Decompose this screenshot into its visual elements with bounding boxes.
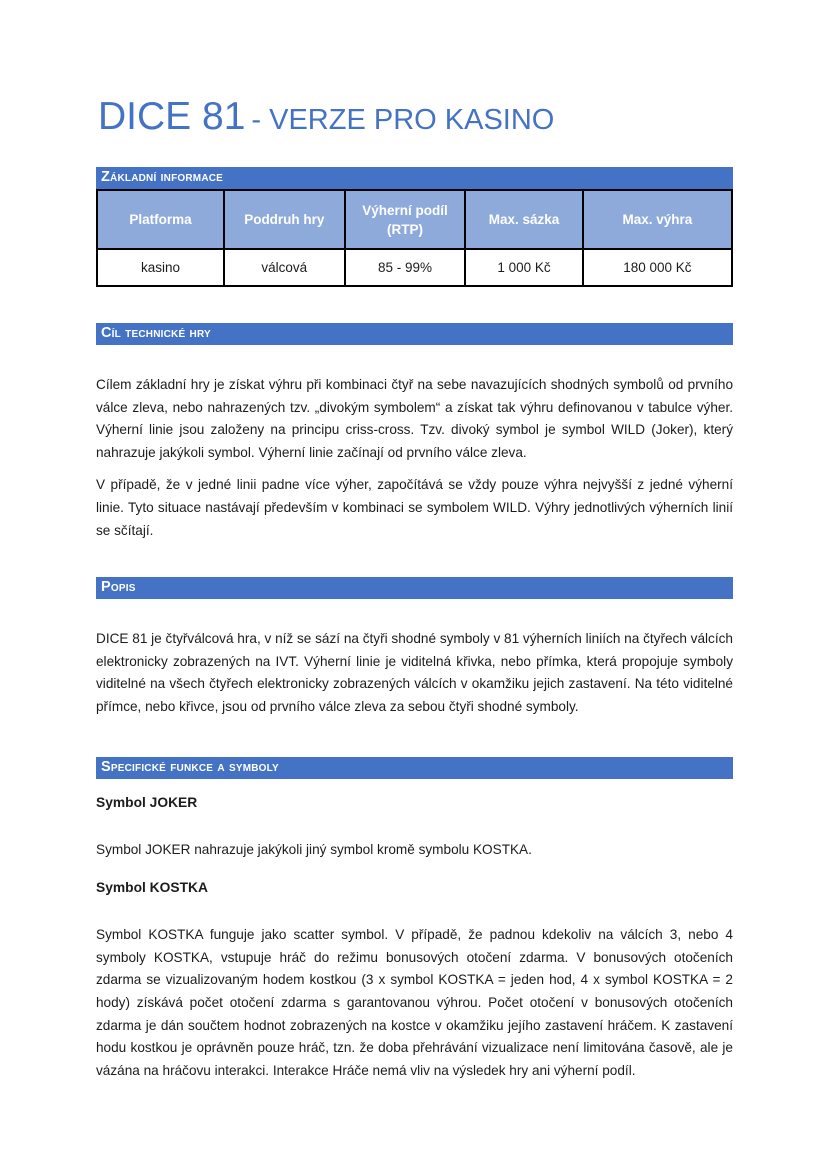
section-header-functions xyxy=(96,757,733,779)
table-row xyxy=(97,249,732,286)
table-cell-poddruh-hry: válcová xyxy=(224,249,345,286)
page-title-main: DICE 81 xyxy=(98,95,246,138)
section-header-goal xyxy=(96,323,733,345)
table-header-row xyxy=(97,190,732,249)
page-title-subtitle: - VERZE PRO KASINO xyxy=(251,104,555,136)
section-header-basic-info xyxy=(96,167,733,189)
subheading-symbol-kostka: Symbol KOSTKA xyxy=(96,880,208,896)
column-header-vyherni-podil: Výherní podíl (RTP) xyxy=(345,190,466,249)
basic-info-table xyxy=(96,189,733,287)
paragraph-goal-2: V případě, že v jedné linii padne více výher, započítává se vždy pouze výhra nejvyšší z jedné výherní linie. Tyto situace nastávají především v kombinaci se symbolem WILD. Výhry jednotlivých výherních linií se sčítají. xyxy=(96,477,733,538)
subheading-symbol-joker: Symbol JOKER xyxy=(96,794,198,810)
section-header-popis xyxy=(96,577,733,599)
paragraph-goal-1: Cílem základní hry je získat výhru při kombinaci čtyř na sebe navazujících shodných symbolů od prvního válce zleva, nebo nahrazených tzv. „divokým symbolem“ a získat tak výhru definovanou v tabulce výher. Výherní linie jsou založeny na principu criss-cross. Tzv. divoký symbol je symbol WILD (Joker), který nahrazuje jakýkoli symbol. Výherní linie začínají od prvního válce zleva. xyxy=(96,377,733,460)
table-cell-platforma: kasino xyxy=(97,249,224,286)
column-header-max-vyhra: Max. výhra xyxy=(583,190,732,249)
section-header-functions-label: Specifické funkce a symboly xyxy=(101,758,279,775)
section-header-goal-label: Cíl technické hry xyxy=(101,325,211,341)
section-header-basic-info-label: Základní informace xyxy=(101,169,224,185)
table-cell-vyherni-podil: 85 - 99% xyxy=(345,249,466,286)
column-header-poddruh-hry: Poddruh hry xyxy=(224,190,345,249)
table-cell-max-sazka: 1 000 Kč xyxy=(465,249,582,286)
page-title xyxy=(98,96,733,141)
table-cell-max-vyhra: 180 000 Kč xyxy=(583,249,732,286)
document-content xyxy=(96,96,733,1082)
paragraph-symbol-joker: Symbol JOKER nahrazuje jakýkoli jiný symbol kromě symbolu KOSTKA. xyxy=(96,841,532,857)
section-header-popis-label: Popis xyxy=(101,579,136,596)
column-header-max-sazka: Max. sázka xyxy=(465,190,582,249)
paragraph-popis: DICE 81 je čtyřválcová hra, v níž se sází na čtyři shodné symboly v 81 výherních liniích na čtyřech válcích elektronicky zobrazených na IVT. Výherní linie je viditelná křivka, nebo přímka, která propojuje symboly viditelné na všech čtyřech elektronicky zobrazených válcích v okamžiku jejich zastavení. Na této viditelné přímce, nebo křivce, jsou od prvního válce zleva za sebou čtyři shodné symboly. xyxy=(96,631,733,714)
paragraph-symbol-kostka: Symbol KOSTKA funguje jako scatter symbol. V případě, že padnou kdekoliv na válcích 3, nebo 4 symboly KOSTKA, vstupuje hráč do režimu bonusových otočení zdarma. V bonusových otočeních zdarma se vizualizovaným hodem kostkou (3 x symbol KOSTKA = jeden hod, 4 x symbol KOSTKA = 2 hody) získává počet otočení zdarma s garantovanou výhrou. Počet otočení v bonusových otočeních zdarma je dán součtem hodnot zobrazených na kostce v okamžiku jejího zastavení hráčem. K zastavení hodu kostkou je oprávněn pouze hráč, tzn. že doba přehrávání vizualizace není limitována časově, ale je vázána na hráčovu interakci. Interakce Hráče nemá vliv na výsledek hry ani výherní podíl. xyxy=(96,927,733,1078)
column-header-platforma: Platforma xyxy=(97,190,224,249)
